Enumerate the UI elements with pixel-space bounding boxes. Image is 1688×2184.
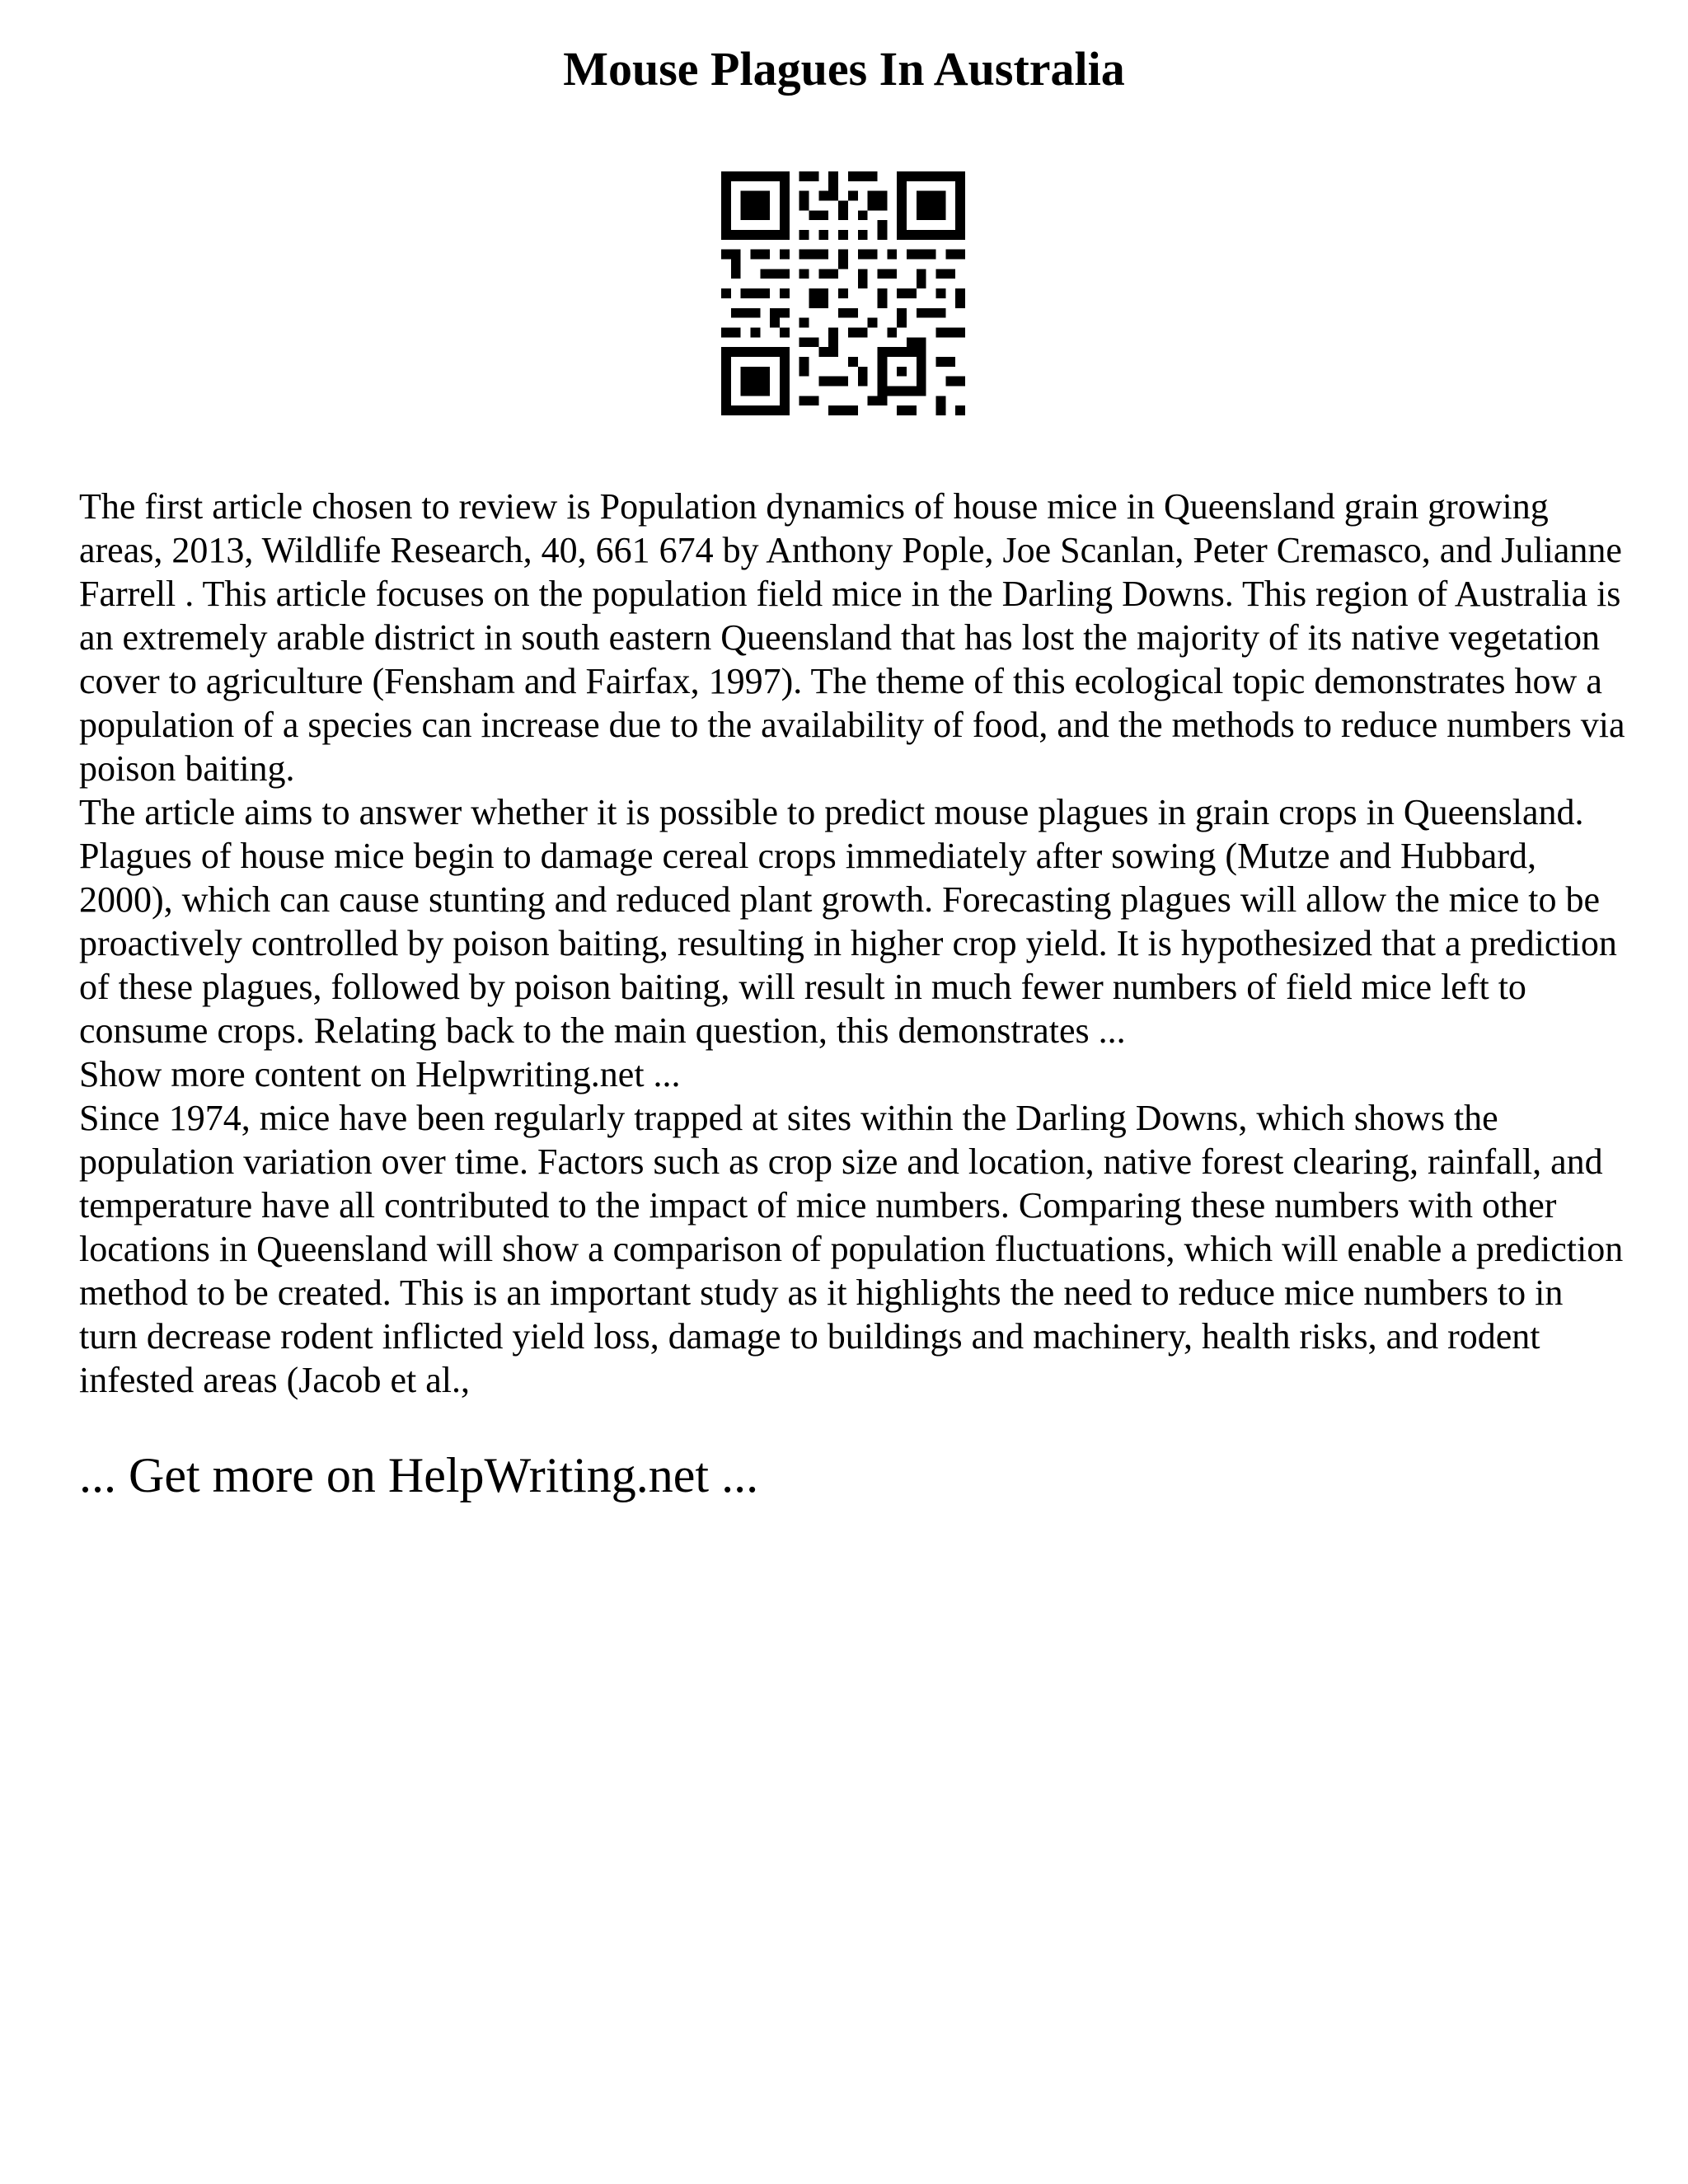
qr-code-icon: [721, 171, 965, 415]
paragraph-1: The first article chosen to review is Population dynamics of house mice in Queensland grain growing areas, 2013, Wildlife Research, 40, 661 674 by Anthony Pople, Joe Scanlan, Peter Cremasco, and Julianne Farrell . This article focuses on the population field mice in the Darling Downs. This region of Australia is an extremely arable district in south eastern Queensland that has lost the majority of its native vegetation cover to agriculture (Fensham and Fairfax, 1997). The theme of this ecological topic demonstrates how a population of a species can increase due to the availability of food, and the methods to reduce numbers via poison baiting.: [79, 486, 1625, 789]
paragraph-3: Since 1974, mice have been regularly trapped at sites within the Darling Downs, which shows the population variation over time. Factors such as crop size and location, native forest clearing, rainfall, and temperature have all contributed to the impact of mice numbers. Comparing these numbers with other locations in Queensland will show a comparison of population fluctuations, which will enable a prediction method to be created. This is an important study as it highlights the need to reduce mice numbers to in turn decrease rodent inflicted yield loss, damage to buildings and machinery, health risks, and rodent infested areas (Jacob et al.,: [79, 1098, 1624, 1400]
show-more-link[interactable]: Show more content on Helpwriting.net ...: [79, 1054, 681, 1094]
article-body: [79, 485, 1629, 1402]
paragraph-2: The article aims to answer whether it is possible to predict mouse plagues in grain crops in Queensland. Plagues of house mice begin to damage cereal crops immediately after sowing (Mutze and Hubbard, 2000), which can cause stunting and reduced plant growth. Forecasting plagues will allow the mice to be proactively controlled by poison baiting, resulting in higher crop yield. It is hypothesized that a prediction of these plagues, followed by poison baiting, will result in much fewer numbers of field mice left to consume crops. Relating back to the main question, this demonstrates ...: [79, 792, 1617, 1051]
document-title: Mouse Plagues In Australia: [563, 42, 1125, 96]
get-more-link[interactable]: ... Get more on HelpWriting.net ...: [79, 1448, 759, 1502]
qr-code[interactable]: [721, 171, 965, 415]
